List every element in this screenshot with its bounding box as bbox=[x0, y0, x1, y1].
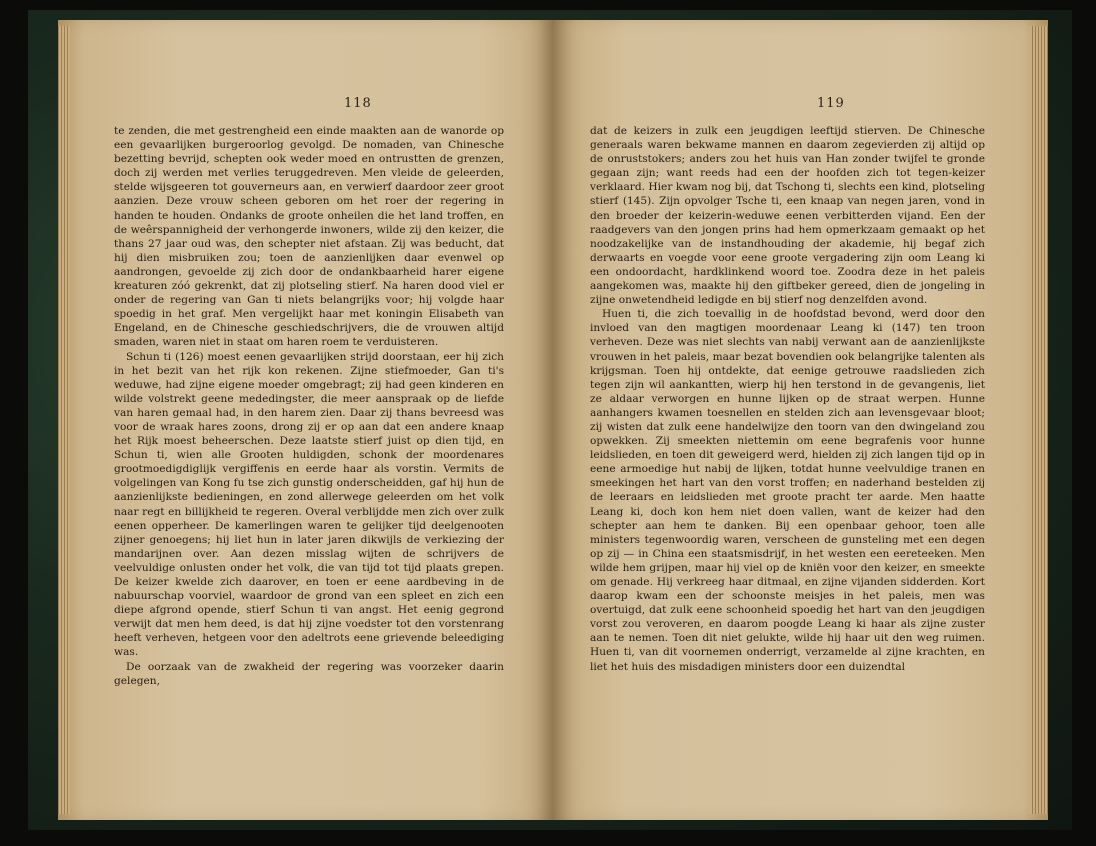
open-book bbox=[58, 20, 1048, 820]
right-page bbox=[553, 20, 1048, 820]
right-paragraph-2: Huen ti, die zich toevallig in de hoofdstad bevond, werd door den invloed van den magtigen moordenaar Leang ki (147) ten troon verheven. Deze was niet slechts van nabij verwant aan de aanzienlijkste vrouwen in het paleis, maar bezat bovendien ook belangrijke talenten als krijgsman. Toen hij ontdekte, dat eenige getrouwe raadslieden zich tegen zijn wil aankantten, wierp hij hen terstond in de gevangenis, liet ze aldaar verworgen en hunne lijken op de straat werpen. Hunne aanhangers kwamen toesnellen en stelden zich aan levensgevaar bloot; zij wisten dat zulk eene handelwijze den toorn van den dwingeland zou opwekken. Zij smeekten niettemin om eene begrafenis voor hunne leidslieden, en toen dit geweigerd werd, hielden zij zich langen tijd op in eene armoedige hut nabij de lijken, totdat hunne veelvuldige tranen en smeekingen het hart van den vorst troffen; en naderhand bestelden zij de leeraars en leidslieden met groote pracht ter aarde. Men haatte Leang ki, doch kon hem niet doen vallen, want de keizer had den schepter aan hem te danken. Bij een openbaar gehoor, toen alle ministers tegenwoordig waren, verscheen de gunsteling met een degen op zij — in China een staatsmisdrijf, in het westen een eereteeken. Men wilde hem grijpen, maar hij viel op de kniën voor den keizer, en smeekte om genade. Hij verkreeg haar ditmaal, en zijne vijanden sidderden. Kort daarop kwam een der schoonste meisjes in het paleis, men was overtuigd, dat zulk eene schoonheid spoedig het hart van den jeugdigen vorst zou veroveren, en daarom poogde Leang ki haar als zijne zuster aan te nemen. Toen dit niet gelukte, wilde hij haar uit den weg ruimen. Huen ti, van dit voornemen onderrigt, verzamelde al zijne krachten, en liet het huis des misdadigen ministers door een duizendtal bbox=[590, 308, 985, 673]
right-page-text bbox=[590, 124, 985, 674]
right-page-number: 119 bbox=[817, 96, 845, 111]
left-page bbox=[58, 20, 553, 820]
left-page-text bbox=[114, 124, 504, 688]
right-paragraph-1: dat de keizers in zulk een jeugdigen leeftijd stierven. De Chinesche generaals waren bekwame mannen en daarom zegevierden zij altijd op de onruststokers; anders zou het huis van Han zonder twijfel te gronde gegaan zijn; want reeds had een der hoofden zich tot tegen-keizer verklaard. Hier kwam nog bij, dat Tschong ti, slechts een kind, plotseling stierf (145). Zijn opvolger Tsche ti, een knaap van negen jaren, vond in den broeder der keizerin-weduwe eenen verbitterden vijand. Een der raadgevers van den jongen prins had hem opmerkzaam gemaakt op het noodzakelijke van de instandhouding der akademie, hij begaf zich derwaarts en voegde voor eene groote vergadering zijn oom Leang ki een ondoordacht, hardklinkend woord toe. Zoodra deze in het paleis aangekomen was, maakte hij den giftbeker gereed, dien de jongeling in zijne onwetendheid ledigde en bij stierf nog denzelfden avond. bbox=[590, 125, 985, 307]
left-page-number: 118 bbox=[344, 96, 372, 111]
left-paragraph-2: Schun ti (126) moest eenen gevaarlijken strijd doorstaan, eer hij zich in het bezit van het rijk kon rekenen. Zijne stiefmoeder, Gan ti's weduwe, had zijne eigene moeder omgebragt; zij had geen kinderen en wilde volstrekt geene mededingster, die meer aanspraak op de liefde van haren gemaal had, in den harem zien. Daar zij thans bevreesd was voor de wraak hares zoons, drong zij er op aan dat een andere knaap het Rijk moest beheerschen. Deze laatste stierf juist op dien tijd, en Schun ti, wien alle Grooten huldigden, schonk der moordenares grootmoedigdiglijk vergiffenis en eerde haar als vorstin. Vermits de volgelingen van Kong fu tse zich gunstig onderscheidden, gaf hij hun de aanzienlijkste bedieningen, en zond allerwege geleerden om het volk naar regt en billijkheid te regeren. Overal verblijdde men zich over zulk eenen opperheer. De kamerlingen waren te gelijker tijd deelgenooten zijner genoegens; hij liet hun in later jaren dikwijls de verkiezing der mandarijnen over. Aan dezen misslag wijten de schrijvers de veelvuldige onlusten onder het volk, die van tijd tot tijd plaats grepen. De keizer kwelde zich daarover, en toen er eene aardbeving in de nabuurschap voorviel, waardoor de grond van een spleet en zich een diepe afgrond opende, stierf Schun ti van angst. Het eenig gegrond verwijt dat men hem deed, is dat hij zijne voedster tot den vorstenrang heeft verheven, hetgeen voor den adeltrots eene grievende beleediging was. bbox=[114, 350, 504, 659]
right-page-edges bbox=[1030, 26, 1048, 814]
left-paragraph-1: te zenden, die met gestrengheid een einde maakten aan de wanorde op een gevaarlijken burgeroorlog gevolgd. De nomaden, van Chinesche bezetting bevrijd, schepten ook weder moed en ontrustten de grenzen, doch zij werden met verlies teruggedreven. Men vleide de geleerden, stelde wijsgeeren tot gouverneurs aan, en verwierf daardoor zeer groot aanzien. Deze vrouw scheen geboren om het roer der regering in handen te houden. Ondanks de groote onheilen die het land troffen, en de weêrspannigheid der verhongerde inwoners, wilde zij den keizer, die thans 27 jaar oud was, den schepter niet afstaan. Zij was beducht, dat hij dien misbruiken zou; toen de aanzienlijken daar evenwel op aandrongen, gevoelde zij zich door de ondankbaarheid harer eigene kreaturen zóó gekrenkt, dat zij plotseling stierf. Na haren dood viel er onder de regering van Gan ti niets belangrijks voor; hij volgde haar spoedig in het graf. Men vergelijkt haar met koningin Elisabeth van Engeland, en de Chinesche geschiedschrijvers, die de vrouwen altijd smaden, waren niet in staat om haren roem te verduisteren. bbox=[114, 125, 504, 349]
left-page-edges bbox=[58, 26, 70, 814]
left-paragraph-3: De oorzaak van de zwakheid der regering was voorzeker daarin gelegen, bbox=[114, 660, 504, 687]
